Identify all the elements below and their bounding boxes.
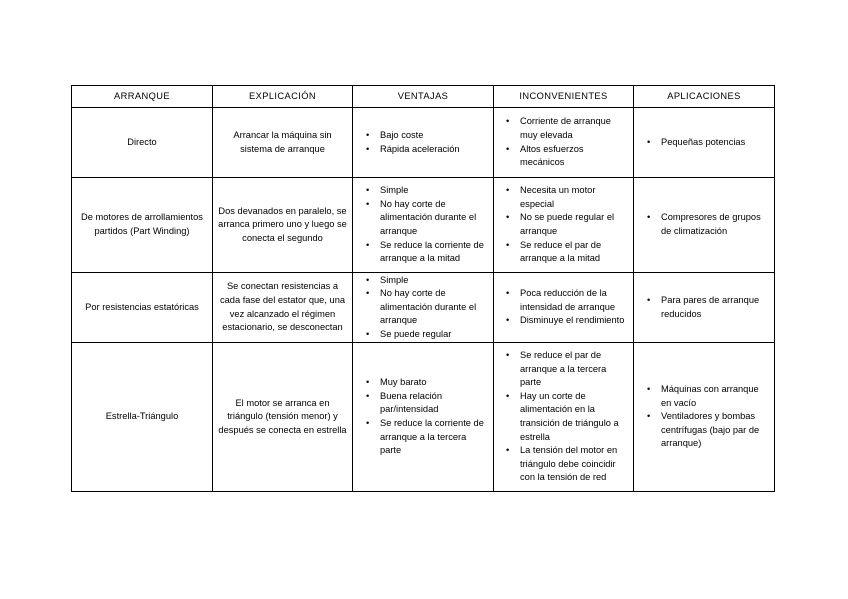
explicacion-cell: Dos devanados en paralelo, se arranca primero uno y luego se conecta el segundo [213, 178, 353, 273]
list-item: • No hay corte de alimentación durante el arranque [380, 287, 489, 328]
starting-methods-table [71, 85, 775, 492]
list-item: • Se puede regular [380, 328, 489, 342]
explicacion-cell: El motor se arranca en triángulo (tensión menor) y después se conecta en estrella [213, 343, 353, 492]
arranque-cell: Estrella-Triángulo [72, 343, 213, 492]
list-item: • Buena relación par/intensidad [380, 390, 489, 417]
list-item: • Ventiladores y bombas centrífugas (bajo par de arranque) [661, 410, 770, 451]
table-row [72, 108, 775, 178]
aplicaciones-list [638, 136, 770, 150]
header-arranque: ARRANQUE [72, 86, 213, 108]
aplicaciones-cell [634, 108, 775, 178]
list-item: • Pequeñas potencias [661, 136, 770, 150]
header-explicacion: EXPLICACIÓN [213, 86, 353, 108]
ventajas-list [357, 129, 489, 156]
aplicaciones-cell [634, 343, 775, 492]
inconvenientes-list [498, 184, 629, 266]
list-item: • Se reduce la corriente de arranque a la mitad [380, 239, 489, 266]
list-item: • Poca reducción de la intensidad de arranque [520, 287, 629, 314]
list-item: • Simple [380, 274, 489, 288]
inconvenientes-cell [494, 343, 634, 492]
inconvenientes-list [498, 115, 629, 169]
list-item: • Compresores de grupos de climatización [661, 211, 770, 238]
ventajas-cell [353, 273, 494, 343]
table-row [72, 178, 775, 273]
ventajas-list [357, 274, 489, 342]
list-item: • La tensión del motor en triángulo debe coincidir con la tensión de red [520, 444, 629, 485]
table-row [72, 343, 775, 492]
ventajas-cell [353, 178, 494, 273]
arranque-cell: De motores de arrollamientos partidos (Part Winding) [72, 178, 213, 273]
header-aplicaciones: APLICACIONES [634, 86, 775, 108]
aplicaciones-cell [634, 178, 775, 273]
list-item: • Corriente de arranque muy elevada [520, 115, 629, 142]
arranque-cell: Directo [72, 108, 213, 178]
inconvenientes-cell [494, 178, 634, 273]
explicacion-cell: Arrancar la máquina sin sistema de arranque [213, 108, 353, 178]
header-ventajas: VENTAJAS [353, 86, 494, 108]
ventajas-list [357, 376, 489, 458]
aplicaciones-list [638, 383, 770, 451]
list-item: • Altos esfuerzos mecánicos [520, 143, 629, 170]
inconvenientes-cell [494, 273, 634, 343]
list-item: • Necesita un motor especial [520, 184, 629, 211]
explicacion-cell: Se conectan resistencias a cada fase del estator que, una vez alcanzado el régimen estacionario, se desconectan [213, 273, 353, 343]
arranque-cell: Por resistencias estatóricas [72, 273, 213, 343]
list-item: • Se reduce el par de arranque a la tercera parte [520, 349, 629, 390]
table-row [72, 273, 775, 343]
list-item: • Hay un corte de alimentación en la transición de triángulo a estrella [520, 390, 629, 444]
list-item: • Se reduce la corriente de arranque a la tercera parte [380, 417, 489, 458]
list-item: • Bajo coste [380, 129, 489, 143]
list-item: • Rápida aceleración [380, 143, 489, 157]
list-item: • Disminuye el rendimiento [520, 314, 629, 328]
list-item: • No se puede regular el arranque [520, 211, 629, 238]
header-inconvenientes: INCONVENIENTES [494, 86, 634, 108]
header-row [72, 86, 775, 108]
list-item: • No hay corte de alimentación durante el arranque [380, 198, 489, 239]
ventajas-cell [353, 108, 494, 178]
list-item: • Muy barato [380, 376, 489, 390]
list-item: • Máquinas con arranque en vacío [661, 383, 770, 410]
ventajas-cell [353, 343, 494, 492]
list-item: • Para pares de arranque reducidos [661, 294, 770, 321]
aplicaciones-cell [634, 273, 775, 343]
ventajas-list [357, 184, 489, 266]
list-item: • Se reduce el par de arranque a la mitad [520, 239, 629, 266]
aplicaciones-list [638, 294, 770, 321]
inconvenientes-list [498, 287, 629, 328]
inconvenientes-cell [494, 108, 634, 178]
inconvenientes-list [498, 349, 629, 485]
aplicaciones-list [638, 211, 770, 238]
list-item: • Simple [380, 184, 489, 198]
